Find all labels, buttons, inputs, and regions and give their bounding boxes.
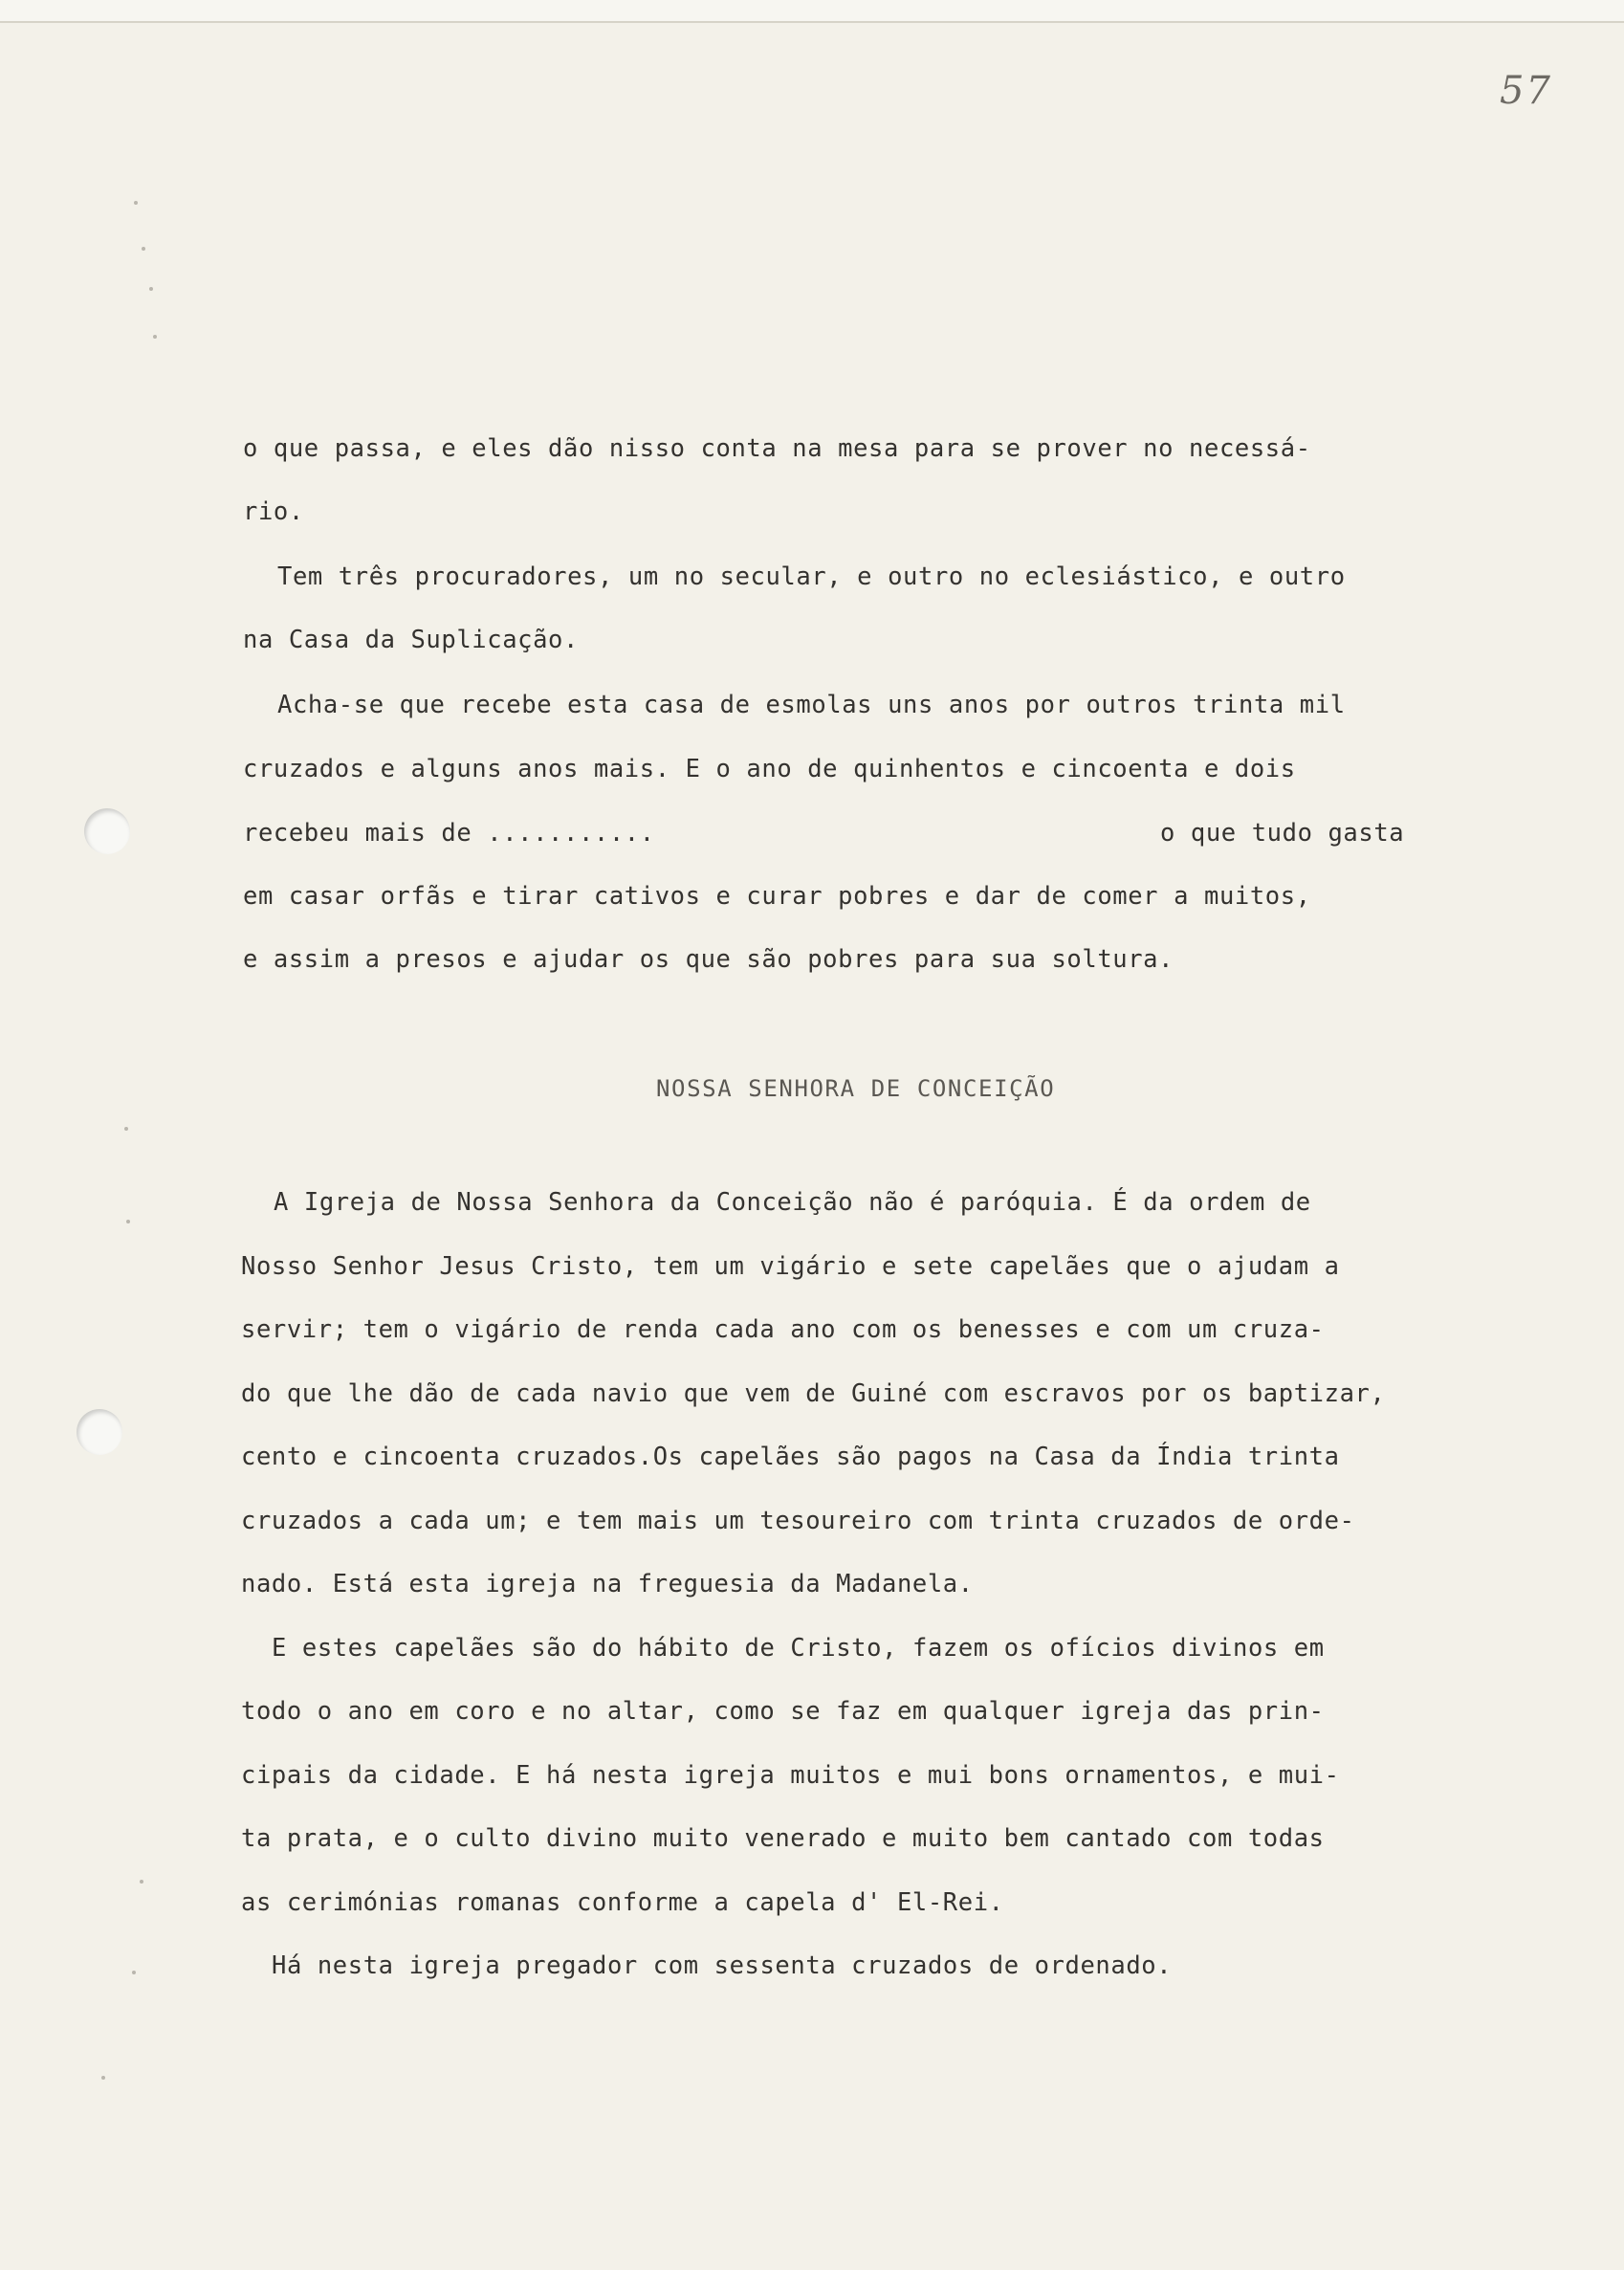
text-line: cruzados e alguns anos mais. E o ano de quinhentos e cincoenta e dois xyxy=(243,755,1296,783)
text-line: Há nesta igreja pregador com sessenta cruzados de ordenado. xyxy=(272,1951,1173,1980)
text-line: Nosso Senhor Jesus Cristo, tem um vigário e sete capelães que o ajudam a xyxy=(241,1252,1340,1281)
text-line: o que tudo gasta xyxy=(1160,819,1405,848)
text-line: A Igreja de Nossa Senhora da Conceição não é paróquia. É da ordem de xyxy=(274,1188,1311,1217)
text-line: servir; tem o vigário de renda cada ano com os benesses e com um cruza- xyxy=(241,1315,1325,1344)
section-heading: NOSSA SENHORA DE CONCEIÇÃO xyxy=(656,1075,1056,1102)
text-line: nado. Está esta igreja na freguesia da Madanela. xyxy=(241,1570,974,1598)
text-line: cruzados a cada um; e tem mais um tesoureiro com trinta cruzados de orde- xyxy=(241,1507,1355,1535)
text-line: todo o ano em coro e no altar, como se faz em qualquer igreja das prin- xyxy=(241,1697,1325,1726)
text-line: ta prata, e o culto divino muito venerado e muito bem cantado com todas xyxy=(241,1824,1325,1853)
text-line: rio. xyxy=(243,497,304,526)
text-line: E estes capelães são do hábito de Cristo, fazem os ofícios divinos em xyxy=(272,1634,1325,1663)
text-line: recebeu mais de ........... xyxy=(243,819,655,848)
text-line: o que passa, e eles dão nisso conta na mesa para se prover no necessá- xyxy=(243,434,1311,463)
text-line: Tem três procuradores, um no secular, e outro no eclesiástico, e outro xyxy=(277,562,1346,591)
page-number: 57 xyxy=(1500,69,1552,113)
text-line: cento e cincoenta cruzados.Os capelães são pagos na Casa da Índia trinta xyxy=(241,1443,1340,1471)
text-line: na Casa da Suplicação. xyxy=(243,626,579,654)
text-line: e assim a presos e ajudar os que são pobres para sua soltura. xyxy=(243,945,1174,974)
text-line: Acha-se que recebe esta casa de esmolas uns anos por outros trinta mil xyxy=(277,691,1346,719)
text-line: em casar orfãs e tirar cativos e curar pobres e dar de comer a muitos, xyxy=(243,882,1311,911)
text-line: cipais da cidade. E há nesta igreja muitos e mui bons ornamentos, e mui- xyxy=(241,1761,1340,1790)
text-line: as cerimónias romanas conforme a capela d' El-Rei. xyxy=(241,1888,1004,1917)
text-line: do que lhe dão de cada navio que vem de Guiné com escravos por os baptizar, xyxy=(241,1379,1386,1408)
